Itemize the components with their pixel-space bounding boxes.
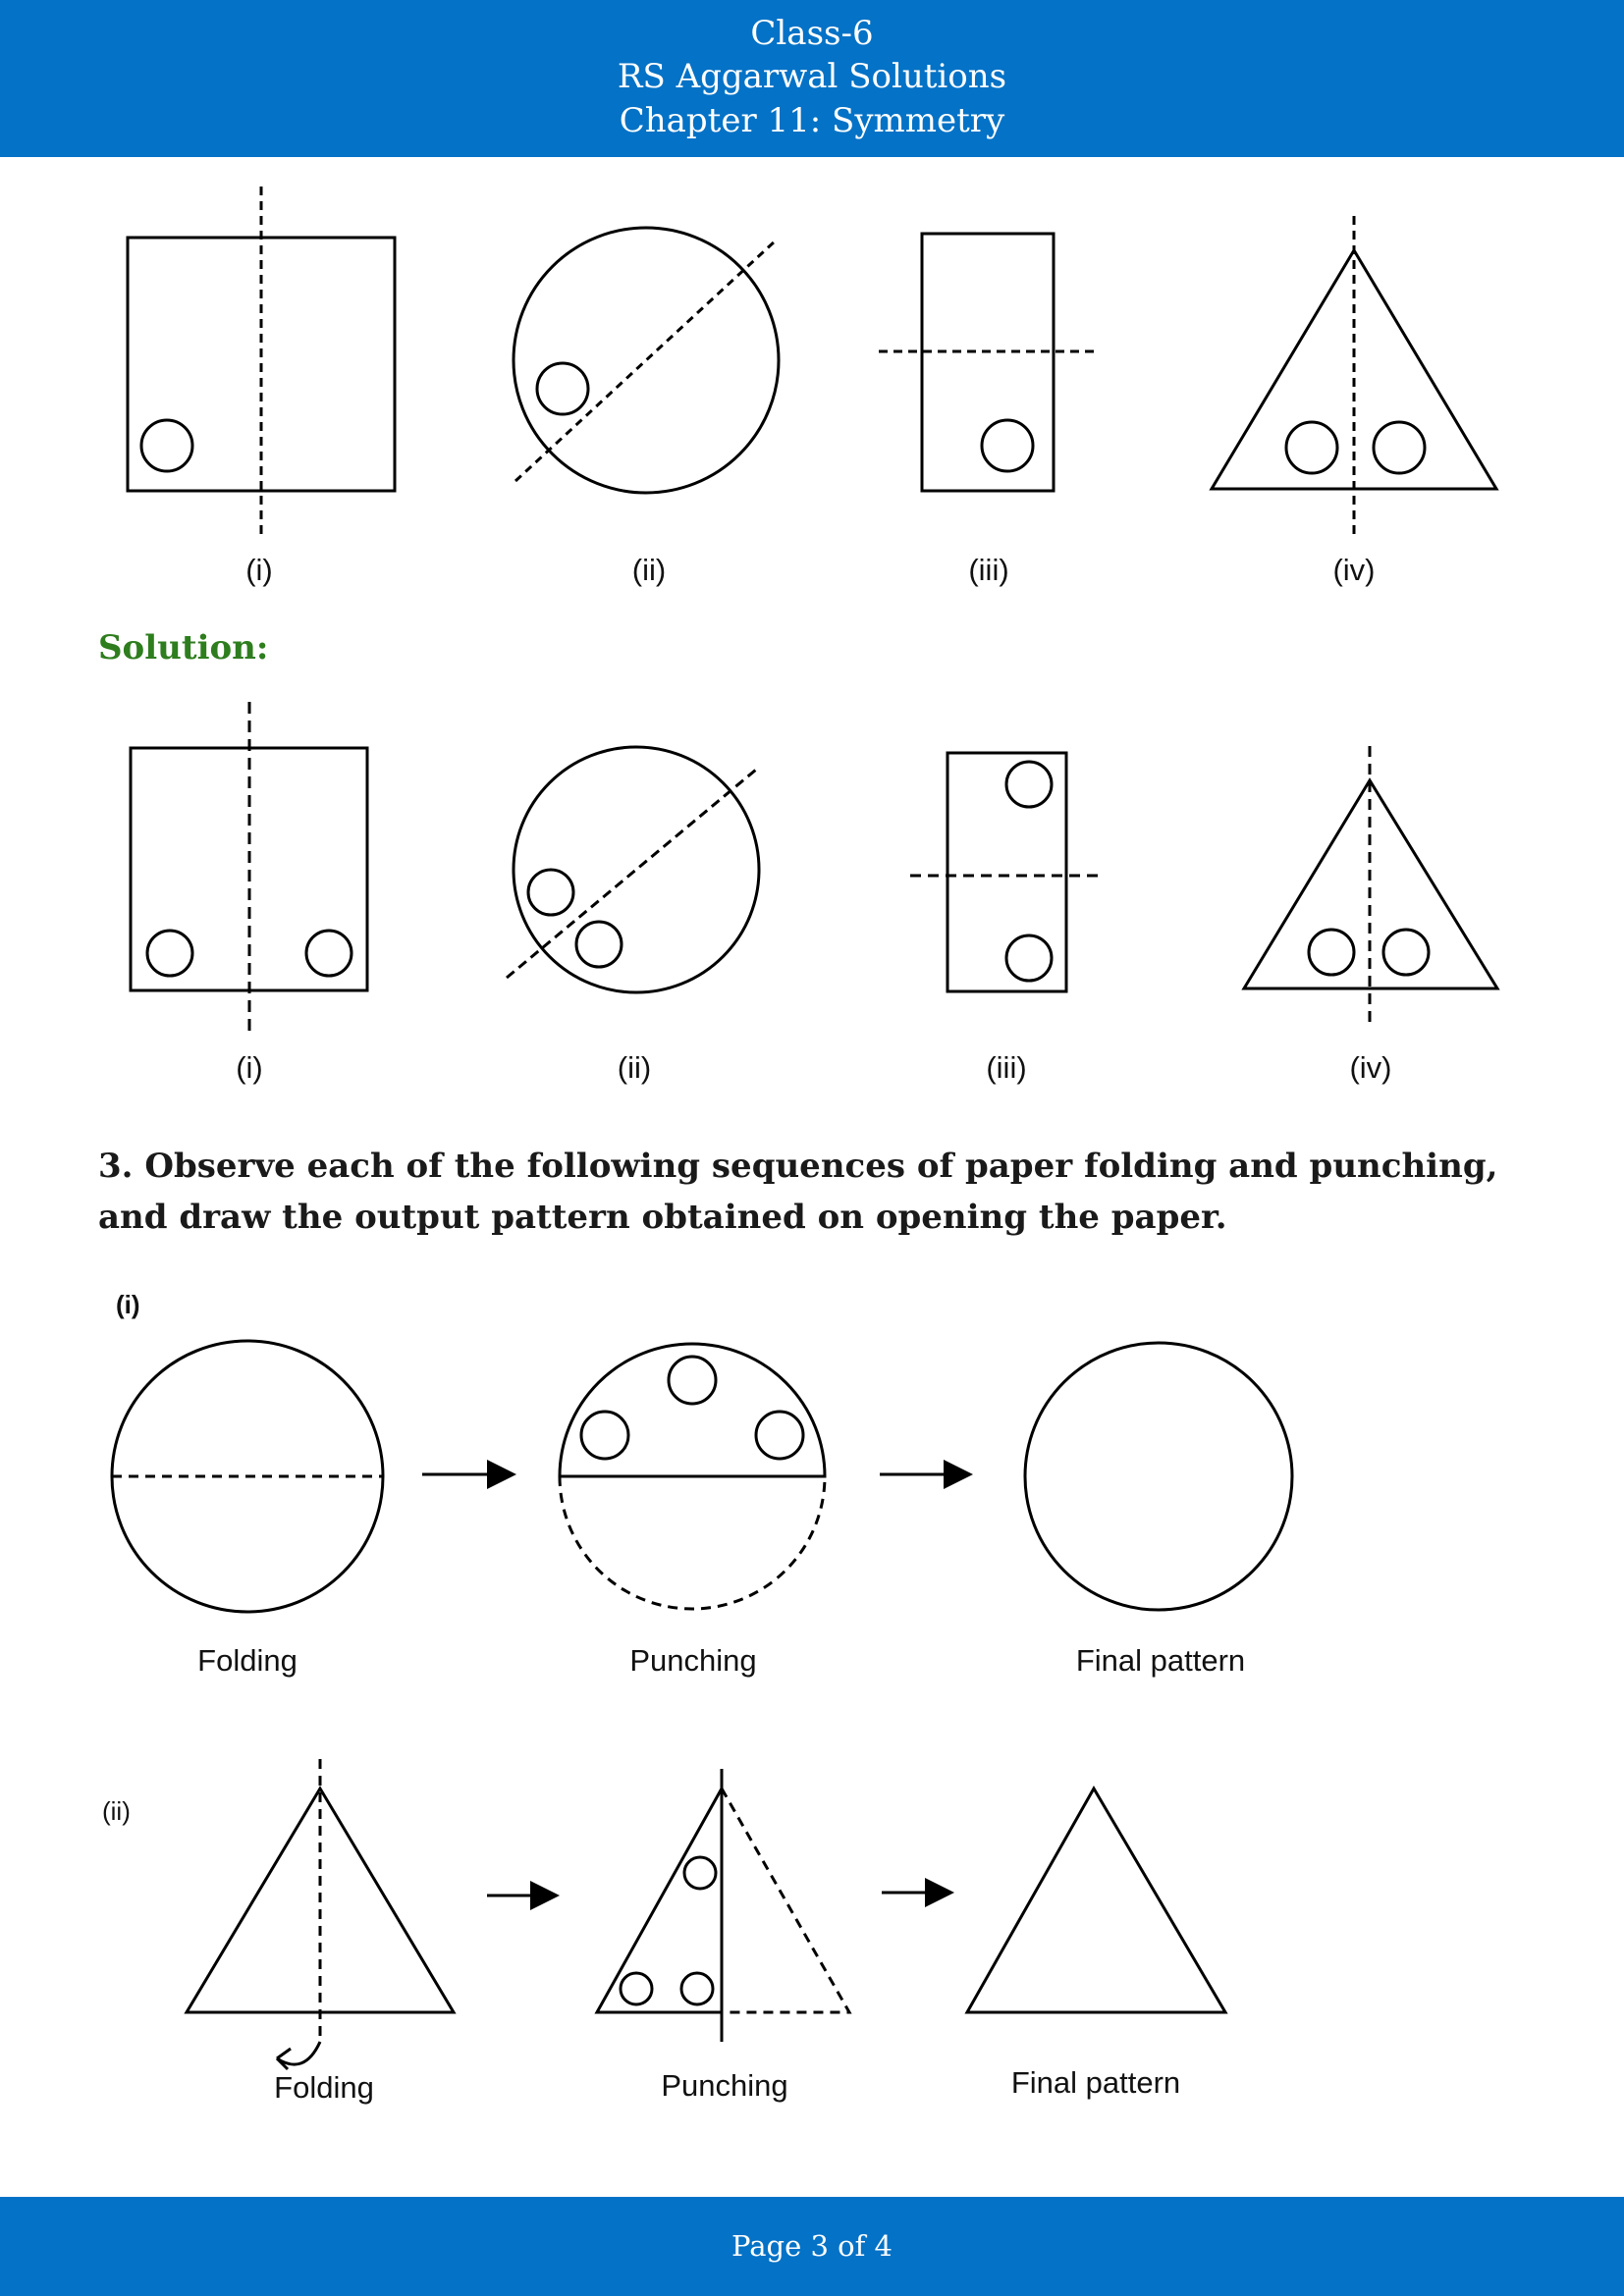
- figure-label: (iii): [986, 1050, 1027, 1085]
- punch-hole: [681, 1973, 713, 2004]
- figure-label: (i): [245, 553, 273, 587]
- page-header: [0, 0, 1624, 157]
- step-caption: Final pattern: [1075, 1643, 1246, 1678]
- punch-hole: [576, 922, 622, 967]
- punch-hole: [621, 1973, 652, 2004]
- punch-hole: [1006, 935, 1052, 981]
- solution-heading: Solution:: [98, 628, 269, 667]
- part-label: (i): [116, 1290, 140, 1319]
- punch-hole: [1374, 422, 1425, 473]
- punch-hole: [141, 420, 192, 471]
- figure-label: (ii): [617, 1050, 652, 1085]
- punch-hole: [1006, 762, 1052, 807]
- folded-away-half: [560, 1476, 825, 1609]
- figure-label: (ii): [631, 553, 667, 587]
- punch-hole: [581, 1412, 628, 1459]
- punch-hole: [1383, 930, 1429, 975]
- q3-part-ii-figure: [0, 1747, 1624, 2105]
- figure-label: (iii): [968, 553, 1009, 587]
- punch-hole: [684, 1857, 716, 1889]
- figure-label: (iv): [1332, 553, 1376, 587]
- punch-hole: [537, 363, 588, 414]
- punch-hole: [306, 931, 352, 976]
- page-footer: [0, 2197, 1624, 2296]
- punch-hole: [1286, 422, 1337, 473]
- part-label: (ii): [102, 1796, 131, 1826]
- step-caption: Final pattern: [1010, 2065, 1181, 2100]
- q3-part-i-figure: [0, 1276, 1624, 1708]
- rectangle-shape: [922, 234, 1054, 491]
- question-3-text: 3. Observe each of the following sequences of paper folding and punching, and draw the output pattern obtained on opening the paper.: [98, 1147, 1498, 1237]
- step-caption: Folding: [274, 2070, 374, 2105]
- step-caption: Punching: [661, 2068, 788, 2103]
- punch-hole: [1309, 930, 1354, 975]
- chapter-title: Chapter 11: Symmetry: [619, 101, 1005, 140]
- figure-label: (i): [236, 1050, 263, 1085]
- figure-label: (iv): [1349, 1050, 1392, 1085]
- final-triangle: [967, 1789, 1225, 2012]
- circle-shape: [514, 228, 779, 493]
- book-title: RS Aggarwal Solutions: [617, 57, 1007, 96]
- step-caption: Folding: [197, 1643, 298, 1678]
- class-title: Class-6: [750, 14, 874, 53]
- punch-hole: [147, 931, 192, 976]
- fold-direction-arrowhead: [277, 2049, 291, 2069]
- fold-line: [515, 240, 776, 481]
- folded-triangle: [597, 1789, 722, 2012]
- question-figure: [0, 157, 1624, 628]
- final-circle: [1025, 1343, 1292, 1610]
- punch-hole: [982, 420, 1033, 471]
- page-number: Page 3 of 4: [731, 2229, 893, 2263]
- punch-hole: [528, 870, 573, 915]
- punch-hole: [669, 1357, 716, 1404]
- fold-line: [507, 770, 756, 978]
- triangle-shape: [1244, 780, 1497, 988]
- folded-half: [560, 1344, 825, 1476]
- solution-figure: [0, 687, 1624, 1119]
- punch-hole: [756, 1412, 803, 1459]
- folded-away-half: [722, 1789, 849, 2012]
- step-caption: Punching: [629, 1643, 757, 1678]
